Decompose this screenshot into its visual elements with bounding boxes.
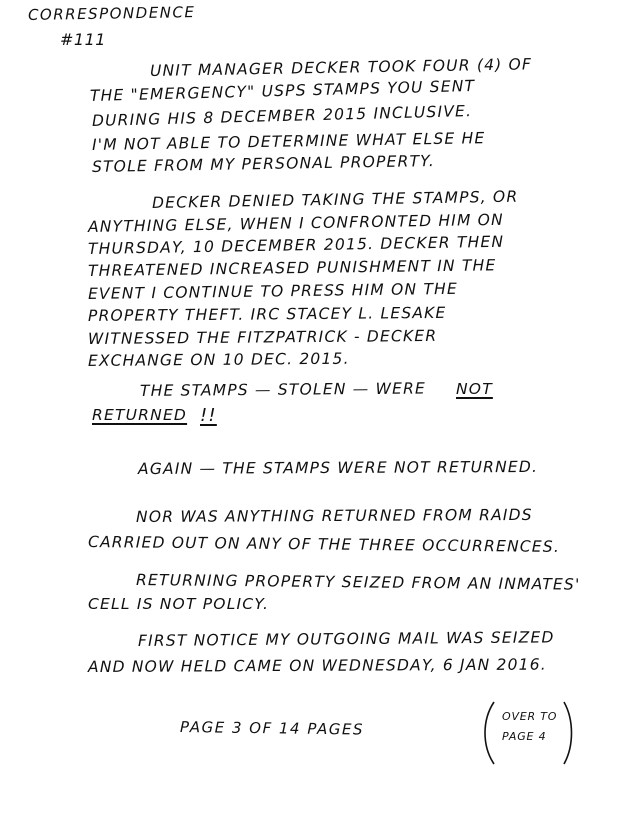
paragraph-2-line-5: EVENT I CONTINUE TO PRESS HIM ON THE: [87, 279, 459, 303]
paragraph-2-line-6: PROPERTY THEFT. IRC STACEY L. LESAKE: [87, 303, 447, 325]
paragraph-1-line-3: DURING HIS 8 DECEMBER 2015 INCLUSIVE.: [91, 102, 473, 130]
turn-note-line-1: OVER TO: [502, 710, 558, 723]
paragraph-2-line-1: DECKER DENIED TAKING THE STAMPS, OR: [151, 187, 519, 212]
page-number: PAGE 3 OF 14 PAGES: [179, 718, 365, 739]
paragraph-2-line-2: ANYTHING ELSE, WHEN I CONFRONTED HIM ON: [87, 210, 505, 236]
paragraph-1-line-4: I'M NOT ABLE TO DETERMINE WHAT ELSE HE: [91, 129, 486, 154]
paragraph-3-emphasis-returned: RETURNED: [92, 406, 188, 424]
paragraph-1-line-2: THE "EMERGENCY" USPS STAMPS YOU SENT: [89, 76, 476, 105]
paragraph-2-line-7: WITNESSED THE FITZPATRICK - DECKER: [87, 326, 438, 348]
paragraph-2-line-8: EXCHANGE ON 10 DEC. 2015.: [87, 349, 350, 370]
paragraph-1-line-5: STOLE FROM MY PERSONAL PROPERTY.: [91, 152, 436, 176]
paragraph-6-line-2: CELL IS NOT POLICY.: [88, 595, 270, 613]
paragraph-4-line-1: AGAIN — THE STAMPS WERE NOT RETURNED.: [137, 457, 539, 478]
turn-note-line-2: PAGE 4: [502, 730, 547, 743]
paragraph-3-exclamation: !!: [200, 405, 217, 426]
paragraph-6-line-1: RETURNING PROPERTY SEIZED FROM AN INMATES': [135, 571, 581, 594]
paragraph-3-line-1: THE STAMPS — STOLEN — WERE: [139, 379, 427, 400]
paragraph-2-line-3: THURSDAY, 10 DECEMBER 2015. DECKER THEN: [87, 232, 505, 258]
turn-page-note: [480, 698, 576, 768]
paragraph-7-line-2: AND NOW HELD CAME ON WEDNESDAY, 6 JAN 2016.: [87, 655, 547, 676]
correspondence-number: #111: [60, 30, 106, 49]
paragraph-5-line-1: NOR WAS ANYTHING RETURNED FROM RAIDS: [135, 505, 533, 526]
paragraph-1-line-1: UNIT MANAGER DECKER TOOK FOUR (4) OF: [149, 55, 533, 80]
paragraph-2-line-4: THREATENED INCREASED PUNISHMENT IN THE: [87, 256, 497, 280]
paragraph-7-line-1: FIRST NOTICE MY OUTGOING MAIL WAS SEIZED: [137, 628, 555, 650]
paragraph-5-line-2: CARRIED OUT ON ANY OF THE THREE OCCURRENCES.: [87, 533, 561, 556]
document-heading: CORRESPONDENCE: [27, 3, 196, 24]
paragraph-3-emphasis-not: NOT: [456, 380, 493, 398]
